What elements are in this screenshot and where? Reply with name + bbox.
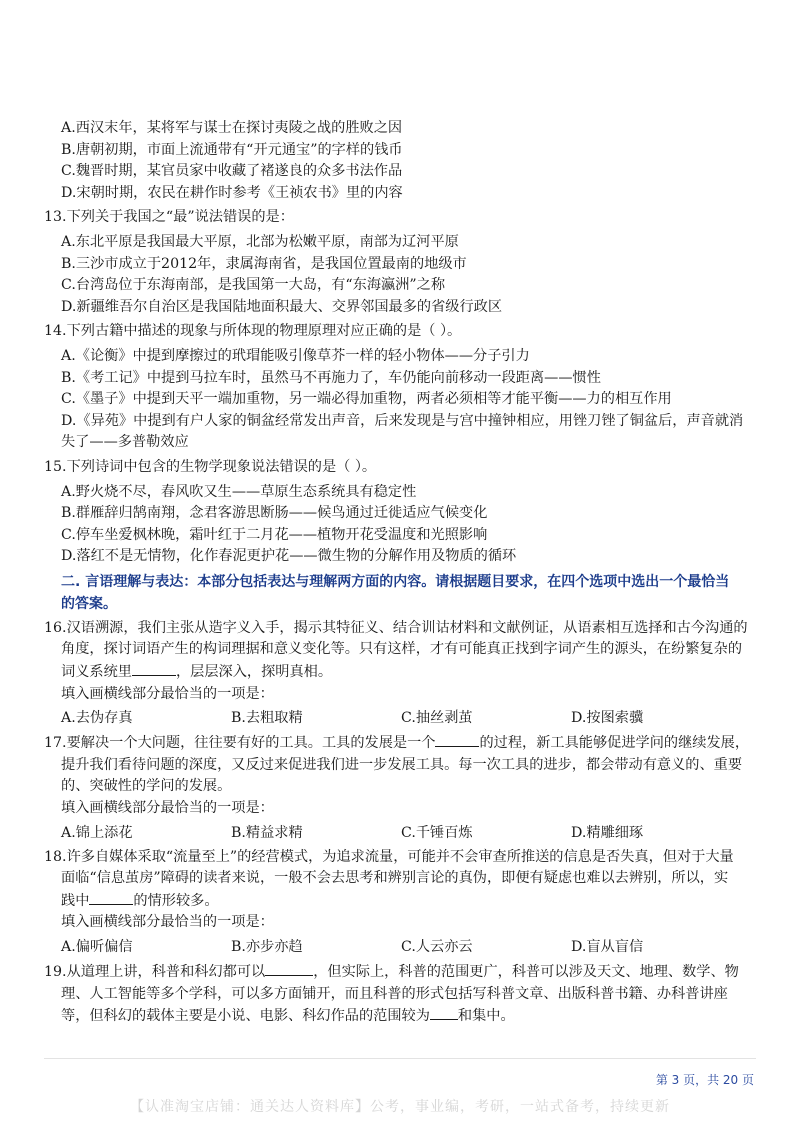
q16-prompt: 填入画横线部分最恰当的一项是： — [61, 685, 274, 702]
q18-option-d: D.盲从盲信 — [571, 939, 644, 955]
q14-option-d: D.《异苑》中提到有户人家的铜盆经常发出声音，后来发现是与宫中撞钟相应，用锉刀锉了铜盆后，声音就消 — [61, 412, 744, 429]
q19-line-1: 19.从道理上讲，科普和科幻都可以 ，但实际上，科普的范围更广，科普可以涉及天文、地理、数学、物 — [44, 961, 756, 984]
q18-options — [44, 936, 756, 958]
q16-line-2: 角度，探讨词语产生的构词理据和意义变化等。只有这样，才有可能真正找到字词产生的源头，在纷繁复杂的 — [61, 641, 743, 658]
q19-line-2: 理、人工智能等多个学科，可以多方面铺开，而且科普的形式包括写科普文章、出版科普书籍、办科普讲座 — [61, 985, 728, 1002]
q19-blank-2 — [430, 1005, 458, 1020]
q16-line-3: 词义系统里 ，层层深入，探明真相。 — [44, 661, 756, 684]
q17-line-1: 17.要解决一个大问题，往往要有好的工具。工具的发展是一个 的过程，新工具能够促进学问的继续发展， — [44, 732, 756, 755]
q15-option-c: C.停车坐爱枫林晚，霜叶红于二月花——植物开花受温度和光照影响 — [61, 526, 488, 543]
q12-option-c: C.魏晋时期，某官员家中收藏了褚遂良的众多书法作品 — [61, 163, 403, 180]
question-19 — [44, 961, 756, 1028]
section-2-heading-line-1: 二. 言语理解与表达：本部分包括表达与理解两方面的内容。请根据题目要求，在四个选项中选出一个最恰当 — [61, 573, 730, 590]
question-17 — [44, 732, 756, 843]
q17-option-b: B.精益求精 — [231, 824, 303, 841]
q18-blank — [89, 890, 133, 905]
q12-options — [44, 118, 756, 204]
q12-option-d: D.宋朝时期，农民在耕作时参考《王祯农书》里的内容 — [61, 184, 403, 201]
q18-line-1: 18.许多自媒体采取“流量至上”的经营模式，为追求流量，可能并不会审查所推送的信息是否失真，但对于大量 — [44, 848, 734, 865]
section-2-heading-line-2: 的答案。 — [61, 595, 117, 612]
q16-option-b: B.去粗取精 — [231, 710, 303, 727]
q16-option-a: A.去伪存真 — [61, 710, 133, 727]
q17-option-d: D.精雕细琢 — [571, 824, 644, 841]
watermark-text: 【认准淘宝店铺：通关达人资料库】公考，事业编，考研，一站式备考，持续更新 — [130, 1099, 670, 1115]
q13-option-c: C.台湾岛位于东海南部，是我国第一大岛，有“东海瀛洲”之称 — [61, 277, 446, 294]
q14-option-d-continued: 失了——多普勒效应 — [61, 434, 189, 451]
q18-prompt: 填入画横线部分最恰当的一项是： — [61, 914, 274, 931]
page-number: 第 3 页，共 20 页 — [655, 1073, 754, 1087]
q17-options — [44, 822, 756, 844]
q16-option-c: C.抽丝剥茧 — [401, 710, 473, 727]
q18-line-3: 践中 的情形较多。 — [44, 890, 756, 913]
q13-option-a: A.东北平原是我国最大平原，北部为松嫩平原，南部为辽河平原 — [61, 233, 459, 250]
q16-blank — [132, 661, 176, 676]
q18-option-a: A.偏听偏信 — [61, 939, 133, 955]
q17-line-2: 提升我们看待问题的深度，又反过来促进我们进一步发展工具。每一次工具的进步，都会带动有意义的、重要 — [61, 756, 743, 773]
q14-option-c: C.《墨子》中提到天平一端加重物，另一端必得加重物，两者必须相等才能平衡——力的相互作用 — [61, 391, 672, 408]
q17-option-a: A.锦上添花 — [61, 824, 133, 841]
q13-stem: 13.下列关于我国之“最”说法错误的是： — [44, 209, 294, 226]
q17-blank — [435, 732, 479, 747]
q14-option-b: B.《考工记》中提到马拉车时，虽然马不再施力了，车仍能向前移动一段距离——惯性 — [61, 369, 601, 386]
q18-option-b: B.亦步亦趋 — [231, 939, 303, 955]
q13-option-b: B.三沙市成立于2012年，隶属海南省，是我国位置最南的地级市 — [61, 255, 467, 272]
q18-line-2: 面临“信息茧房”障碍的读者来说，一般不会去思考和辨别言论的真伪，即便有疑虑也难以去辨别，所以，实 — [61, 870, 729, 887]
q17-option-c: C.千锤百炼 — [401, 824, 473, 841]
page-content — [44, 118, 756, 1028]
q19-blank-1 — [265, 961, 313, 976]
q14-stem: 14.下列古籍中描述的现象与所体现的物理原理对应正确的是（ ）。 — [44, 323, 462, 340]
q13-option-d: D.新疆维吾尔自治区是我国陆地面积最大、交界邻国最多的省级行政区 — [61, 298, 503, 315]
q17-prompt: 填入画横线部分最恰当的一项是： — [61, 800, 274, 817]
question-14 — [44, 321, 756, 454]
q15-stem: 15.下列诗词中包含的生物学现象说法错误的是（ ）。 — [44, 458, 377, 475]
q12-option-b: B.唐朝初期，市面上流通带有“开元通宝”的字样的钱币 — [61, 141, 403, 158]
q18-option-c: C.人云亦云 — [401, 939, 473, 955]
q12-option-a: A.西汉末年，某将军与谋士在探讨夷陵之战的胜败之因 — [61, 120, 403, 136]
q15-option-a: A.野火烧不尽，春风吹又生——草原生态系统具有稳定性 — [61, 483, 417, 500]
q16-line-1: 16.汉语溯源，我们主张从造字义入手，揭示其特征义、结合训诂材料和文献例证，从语素相互选择和古今沟通的 — [44, 619, 748, 636]
q14-option-a: A.《论衡》中提到摩擦过的玳瑁能吸引像草芥一样的轻小物体——分子引力 — [61, 347, 530, 364]
q16-options — [44, 707, 756, 729]
q16-option-d: D.按图索骥 — [571, 710, 644, 727]
q15-option-d: D.落红不是无情物，化作春泥更护花——微生物的分解作用及物质的循环 — [61, 548, 517, 565]
section-2-heading — [44, 571, 756, 615]
question-16 — [44, 618, 756, 729]
q15-option-b: B.群雁辞归鹄南翔，念君客游思断肠——候鸟通过迁徙适应气候变化 — [61, 505, 488, 522]
q17-line-3: 的、突破性的学问的发展。 — [61, 778, 232, 795]
question-18 — [44, 847, 756, 958]
footer-divider — [44, 1058, 756, 1059]
question-15 — [44, 457, 756, 568]
question-13 — [44, 207, 756, 318]
q19-line-3: 等，但科幻的载体主要是小说、电影、科幻作品的范围较为 和集中。 — [44, 1005, 756, 1028]
